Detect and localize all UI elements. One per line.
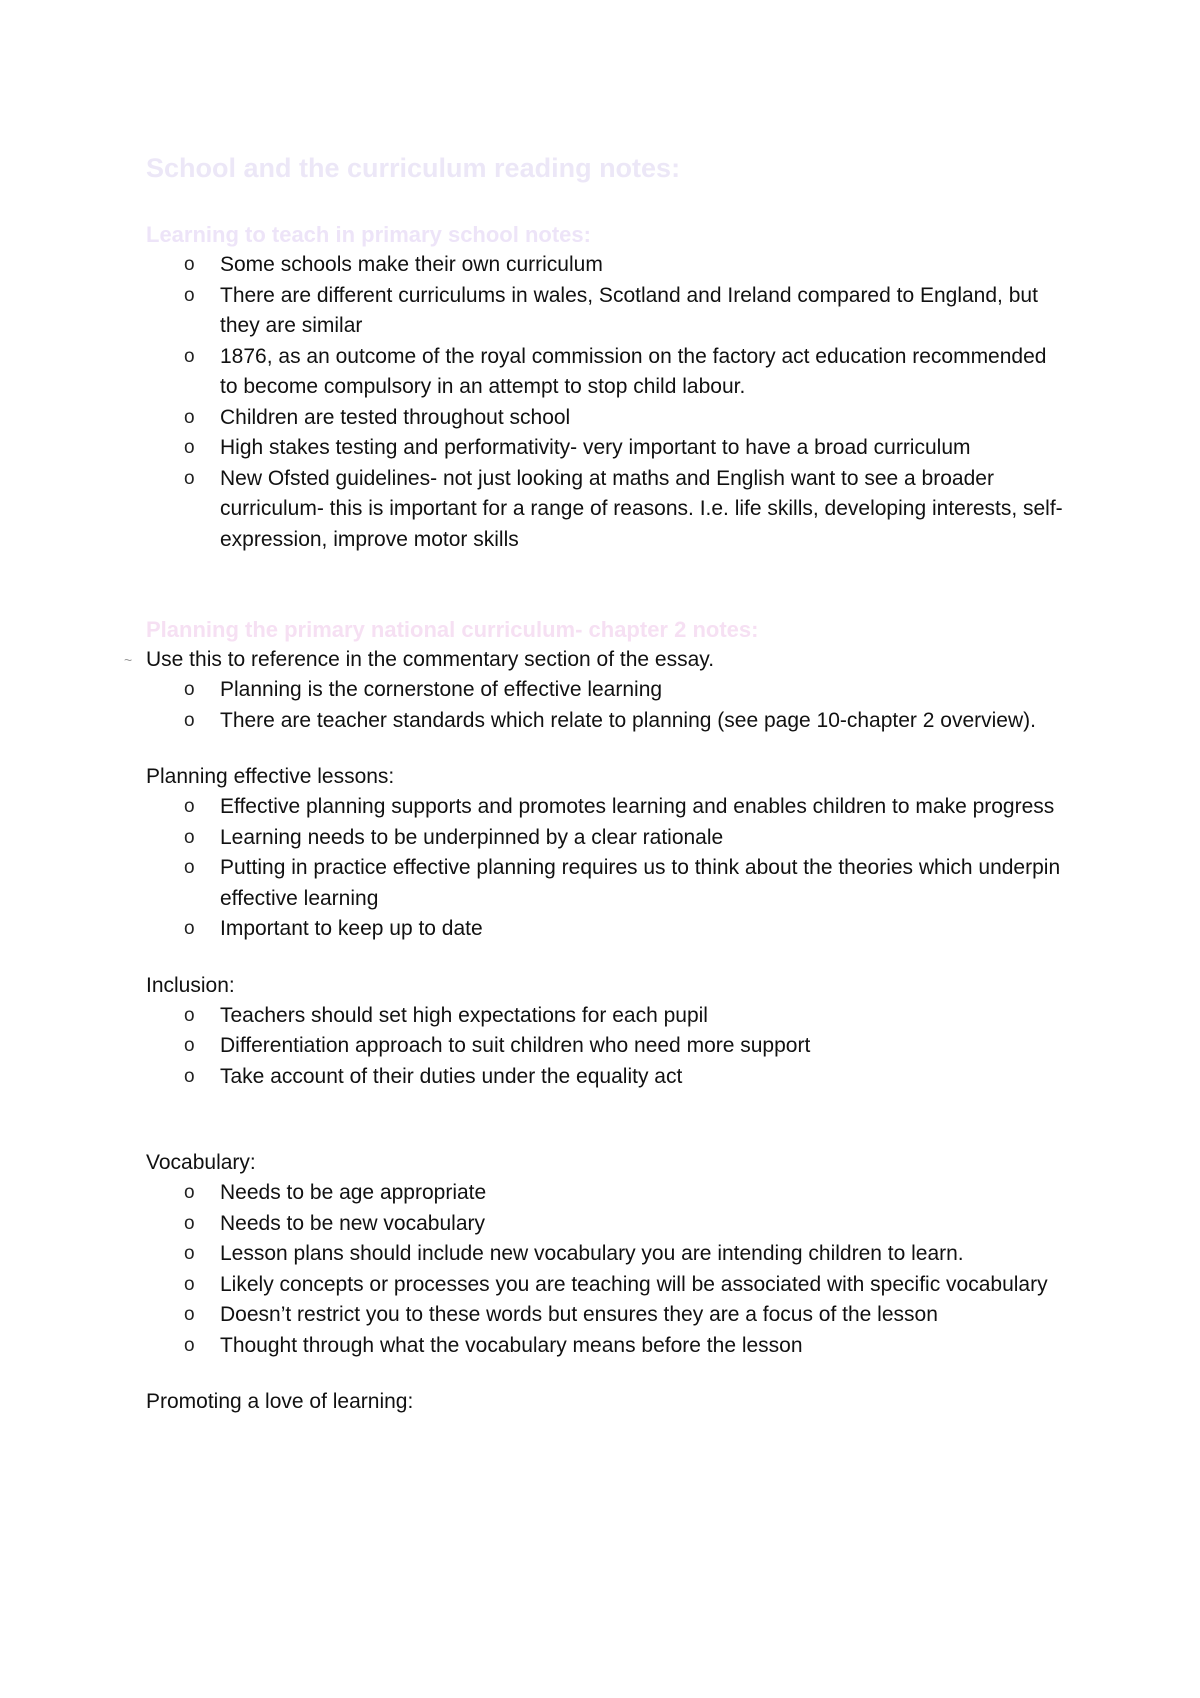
bullet-icon: o	[184, 709, 195, 731]
section-heading-inclusion: Inclusion:	[146, 973, 235, 997]
list-item: o Lesson plans should include new vocabulary you are intending children to learn.	[146, 1239, 1066, 1270]
bullet-icon: o	[184, 918, 195, 939]
bullet-icon: o	[184, 1035, 195, 1056]
list-item: o High stakes testing and performativity- very important to have a broad curriculum	[146, 433, 1066, 464]
stray-mark: ~	[124, 652, 133, 668]
list-item: o Likely concepts or processes you are teaching will be associated with specific vocabulary	[146, 1270, 1066, 1301]
section-heading-effective: Planning effective lessons:	[146, 765, 395, 788]
bullet-icon: o	[184, 284, 195, 306]
bullet-icon: o	[184, 1004, 195, 1026]
bullet-icon: o	[184, 254, 195, 275]
list-item: o Teachers should set high expectations for each pupil	[146, 1001, 1066, 1032]
bullet-list-planning	[146, 675, 1066, 736]
bullet-icon: o	[184, 826, 195, 848]
bullet-icon: o	[184, 857, 195, 878]
section-heading-learning: Learning to teach in primary school notes:	[146, 222, 591, 247]
list-item: o Putting in practice effective planning requires us to think about the theories which underpin effective learning	[146, 853, 1066, 914]
bullet-list-effective	[146, 792, 1066, 945]
bullet-list-vocabulary	[146, 1178, 1066, 1361]
list-item: o There are teacher standards which relate to planning (see page 10-chapter 2 overview).	[146, 706, 1066, 737]
list-item: o Some schools make their own curriculum	[146, 250, 1066, 281]
bullet-icon: o	[184, 1182, 195, 1203]
list-item: o 1876, as an outcome of the royal commission on the factory act education recommended to become compulsory in an attempt to stop child labour.	[146, 342, 1066, 403]
page-title: School and the curriculum reading notes:	[146, 153, 681, 183]
bullet-icon: o	[184, 1212, 195, 1234]
list-item: o Thought through what the vocabulary means before the lesson	[146, 1331, 1066, 1362]
list-item: o Take account of their duties under the equality act	[146, 1062, 1066, 1093]
list-item: o Effective planning supports and promotes learning and enables children to make progress	[146, 792, 1066, 823]
bullet-icon: o	[184, 679, 195, 700]
bullet-icon: o	[184, 1304, 195, 1325]
bullet-icon: o	[184, 796, 195, 817]
document-body	[124, 150, 1066, 1417]
list-item: o Children are tested throughout school	[146, 403, 1066, 434]
bullet-list-learning	[146, 250, 1066, 555]
list-item: o Differentiation approach to suit children who need more support	[146, 1031, 1066, 1062]
bullet-icon: o	[184, 406, 195, 428]
section-heading-vocabulary: Vocabulary:	[146, 1151, 256, 1174]
list-item: o There are different curriculums in wales, Scotland and Ireland compared to England, but they are similar	[146, 281, 1066, 342]
planning-intro: ~ Use this to reference in the commentary section of the essay.	[146, 645, 1066, 675]
bullet-icon: o	[184, 345, 195, 367]
list-item: o Planning is the cornerstone of effective learning	[146, 675, 1066, 706]
bullet-icon: o	[184, 437, 195, 458]
section-heading-promoting: Promoting a love of learning:	[146, 1390, 414, 1413]
list-item: o Learning needs to be underpinned by a clear rationale	[146, 823, 1066, 854]
bullet-icon: o	[184, 1065, 195, 1087]
list-item: o Needs to be new vocabulary	[146, 1209, 1066, 1240]
section-heading-planning: Planning the primary national curriculum- chapter 2 notes:	[146, 617, 759, 642]
bullet-icon: o	[184, 1273, 195, 1295]
bullet-icon: o	[184, 1243, 195, 1264]
bullet-icon: o	[184, 467, 195, 489]
bullet-icon: o	[184, 1334, 195, 1356]
list-item: o Important to keep up to date	[146, 914, 1066, 945]
list-item: o Doesn’t restrict you to these words but ensures they are a focus of the lesson	[146, 1300, 1066, 1331]
bullet-list-inclusion	[146, 1001, 1066, 1093]
list-item: o New Ofsted guidelines- not just looking at maths and English want to see a broader curriculum- this is important for a range of reasons. I.e. life skills, developing interests, self-expression, improve motor skills	[146, 464, 1066, 556]
list-item: o Needs to be age appropriate	[146, 1178, 1066, 1209]
